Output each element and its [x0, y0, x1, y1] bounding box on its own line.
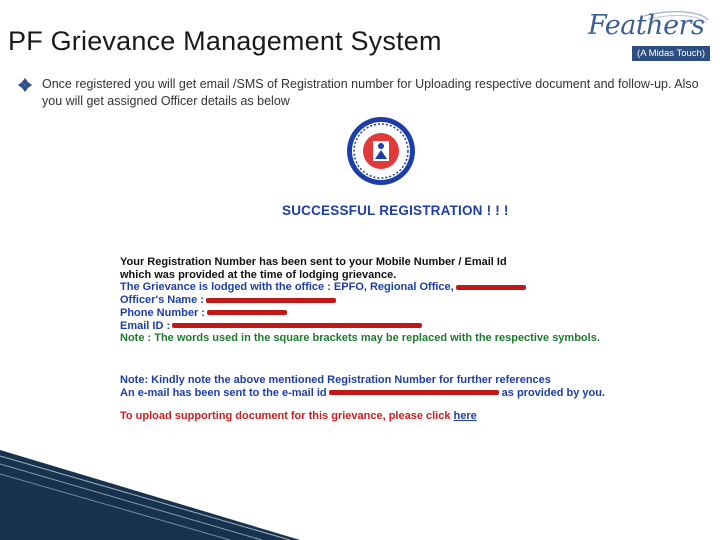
page-title: PF Grievance Management System — [8, 26, 442, 56]
grievance-office-text: The Grievance is lodged with the office : EPFO, Regional Office, — [120, 281, 454, 294]
redaction-mark — [172, 323, 422, 328]
email-sent-line — [120, 387, 700, 400]
epfo-emblem-icon — [345, 115, 417, 187]
logo-tagline: (A Midas Touch) — [632, 46, 710, 61]
email-sent-suffix: as provided by you. — [501, 386, 605, 399]
phone-line — [120, 307, 700, 320]
diamond-bullet-icon — [18, 78, 32, 92]
bullet-text: Once registered you will get email /SMS of Registration number for Uploading respective document and follow-up. Also you will get assigned Officer details as below — [42, 77, 699, 108]
success-heading: SUCCESSFUL REGISTRATION ! ! ! — [282, 203, 509, 218]
upload-here-link[interactable]: here — [453, 410, 477, 423]
info-line-1: Your Registration Number has been sent to your Mobile Number / Email Id — [120, 256, 507, 268]
email-line — [120, 320, 700, 333]
redaction-mark — [329, 390, 499, 395]
officer-name-line — [120, 294, 700, 307]
feathers-logo — [584, 10, 710, 66]
email-sent-prefix: An e-mail has been sent to the e-mail id — [120, 386, 327, 399]
logo-text: Feathers — [588, 10, 705, 41]
officer-name-label: Officer's Name : — [120, 294, 204, 307]
redaction-mark — [206, 298, 336, 303]
info-line-2: which was provided at the time of lodging grievance. — [120, 268, 397, 281]
redaction-mark — [207, 310, 287, 315]
upload-text: To upload supporting document for this grievance, please click — [120, 410, 451, 423]
decorative-swoosh — [0, 450, 300, 540]
note-registration: Note: Kindly note the above mentioned Registration Number for further references — [120, 373, 551, 386]
redaction-mark — [456, 285, 526, 290]
email-label: Email ID : — [120, 319, 171, 332]
registration-details — [120, 256, 700, 423]
phone-label: Phone Number : — [120, 306, 205, 319]
grievance-office-line — [120, 281, 700, 294]
upload-line — [120, 410, 700, 423]
note-brackets: Note : The words used in the square brackets may be replaced with the respective symbols. — [120, 332, 600, 345]
